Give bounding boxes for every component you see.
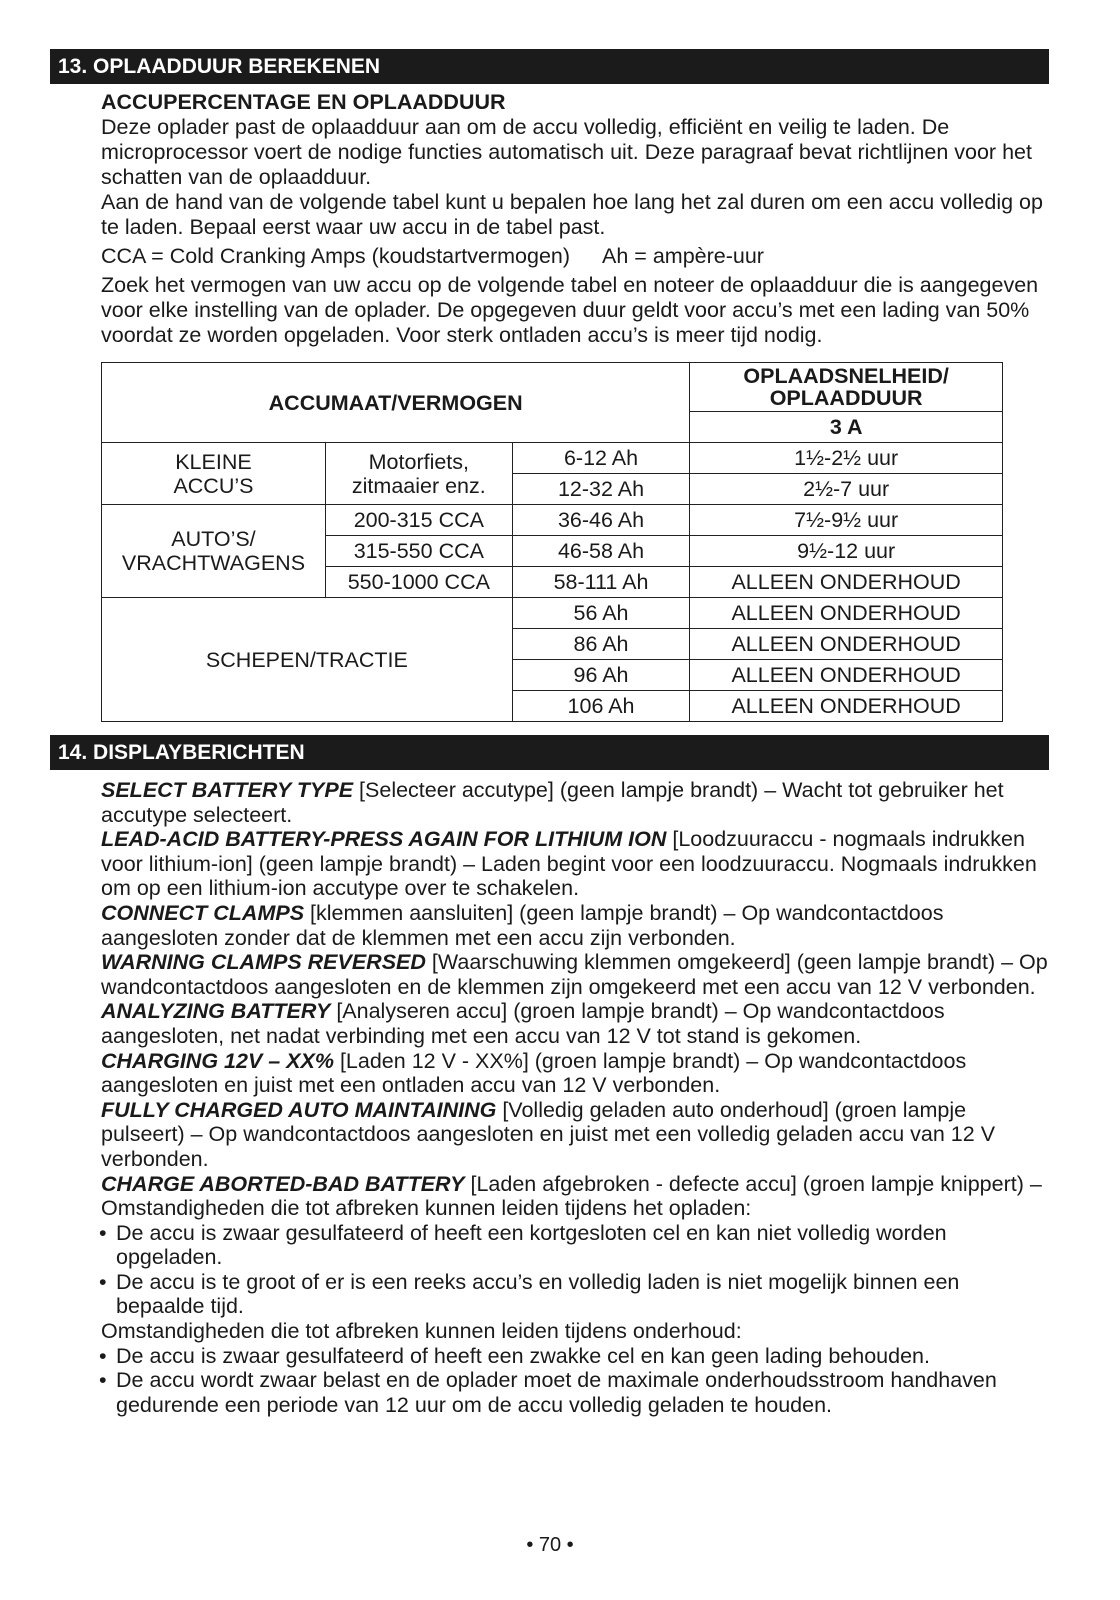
header-battery-size: ACCUMAAT/VERMOGEN — [102, 363, 690, 443]
cca-cell: 315-550 CCA — [325, 536, 512, 567]
list-item — [99, 1221, 1051, 1270]
cca-cell: 200-315 CCA — [325, 505, 512, 536]
message-text: [Loodzuuraccu - nogmaals indrukken voor lithium-ion] (geen lampje brandt) – Laden begint voor een loodzuuraccu. Nogmaals indrukken om op een lithium-ion accutype over te schakelen. — [101, 827, 1037, 901]
page-number: • 70 • — [526, 1534, 574, 1556]
section-14-heading: 14. DISPLAYBERICHTEN — [50, 735, 1049, 770]
message-code: CHARGE ABORTED-BAD BATTERY — [101, 1171, 465, 1196]
lookup-paragraph: Zoek het vermogen van uw accu op de volgende tabel en noteer de oplaadduur die is aangegeven voor elke instelling van de oplader. De opgegeven duur geldt voor accu’s met een lading van 50% voordat ze worden opgeladen. Voor sterk ontladen accu’s is meer tijd nodig. — [101, 273, 1039, 347]
message-text: [Laden afgebroken - defecte accu] (groen lampje knippert) – Omstandigheden die tot afbreken kunnen leiden tijdens het opladen: — [101, 1171, 1042, 1221]
capacity-cell: 86 Ah — [512, 629, 690, 660]
bullet-icon: • — [99, 1343, 107, 1368]
message-item — [101, 901, 1051, 950]
table-row — [102, 443, 1003, 474]
list-item-text: De accu is zwaar gesulfateerd of heeft een zwakke cel en kan geen lading behouden. — [116, 1343, 930, 1368]
capacity-cell: 12-32 Ah — [512, 474, 690, 505]
table-row — [102, 505, 1003, 536]
message-text: [Waarschuwing klemmen omgekeerd] (geen lampje brandt) – Op wandcontactdoos aangesloten en de klemmen zijn omgekeerd met een accu van 12 V verbonden. — [101, 950, 1048, 999]
message-item — [101, 1172, 1051, 1221]
section-13-subtitle: ACCUPERCENTAGE EN OPLAADDUUR — [101, 90, 506, 114]
time-cell: 1½-2½ uur — [690, 443, 1003, 474]
message-item — [101, 1049, 1051, 1098]
message-item — [101, 1098, 1051, 1172]
message-code: SELECT BATTERY TYPE — [101, 778, 354, 802]
table-header-row — [102, 363, 1003, 412]
message-item — [101, 778, 1051, 827]
message-item — [101, 827, 1051, 901]
bullet-icon: • — [99, 1220, 107, 1245]
abbrev-ah: Ah = ampère-uur — [602, 244, 764, 268]
message-code: CHARGING 12V – XX% — [101, 1048, 334, 1073]
list-item — [99, 1344, 1051, 1369]
capacity-cell: 46-58 Ah — [512, 536, 690, 567]
message-text: [Selecteer accutype] (geen lampje brandt) – Wacht tot gebruiker het accutype selecteert. — [101, 778, 1004, 827]
message-code: FULLY CHARGED AUTO MAINTAINING — [101, 1097, 497, 1122]
intro-paragraph: Deze oplader past de oplaadduur aan om de accu volledig, efficiënt en veilig te laden. De microprocessor voert de nodige functies automatisch uit. Deze paragraaf bevat richtlijnen voor het schatten van de oplaadduur. — [101, 115, 1032, 189]
message-item — [101, 999, 1051, 1048]
header-charge-rate: OPLAADSNELHEID/ OPLAADDUUR — [690, 363, 1003, 412]
list-item — [99, 1270, 1051, 1319]
list-item-text: De accu is te groot of er is een reeks accu’s en volledig laden is niet mogelijk binnen een bepaalde tijd. — [116, 1269, 960, 1319]
time-cell: 7½-9½ uur — [690, 505, 1003, 536]
abbrev-cca: CCA = Cold Cranking Amps (koudstartvermogen) — [101, 244, 571, 268]
section-14-body — [101, 778, 1051, 1417]
capacity-cell: 96 Ah — [512, 660, 690, 691]
list-item-text: De accu wordt zwaar belast en de oplader moet de maximale onderhoudsstroom handhaven gedurende een periode van 12 uur om de accu volledig geladen te houden. — [116, 1368, 997, 1417]
message-item — [101, 950, 1051, 999]
time-cell: ALLEEN ONDERHOUD — [690, 629, 1003, 660]
section-13-heading: 13. OPLAADDUUR BEREKENEN — [50, 49, 1049, 84]
group-auto-trucks: AUTO’S/ VRACHTWAGENS — [102, 505, 326, 598]
type-motorcycle: Motorfiets, zitmaaier enz. — [325, 443, 512, 505]
message-text: [Laden 12 V - XX%] (groen lampje brandt) – Op wandcontactdoos aangesloten en juist met een ontladen accu van 12 V verbonden. — [101, 1048, 967, 1098]
message-code: CONNECT CLAMPS — [101, 900, 305, 925]
section-13-body — [101, 90, 1051, 348]
message-code: ANALYZING BATTERY — [101, 999, 331, 1024]
message-code: WARNING CLAMPS REVERSED — [101, 950, 426, 975]
table-row — [102, 598, 1003, 629]
list-item-text: De accu is zwaar gesulfateerd of heeft een kortgesloten cel en kan niet volledig worden opgeladen. — [116, 1220, 947, 1270]
abbreviations — [101, 244, 1051, 269]
header-rate-3a: 3 A — [690, 412, 1003, 443]
capacity-cell: 58-111 Ah — [512, 567, 690, 598]
message-code: LEAD-ACID BATTERY-PRESS AGAIN FOR LITHIUM ION — [101, 827, 667, 852]
time-cell: ALLEEN ONDERHOUD — [690, 691, 1003, 722]
time-cell: ALLEEN ONDERHOUD — [690, 598, 1003, 629]
group-marine-traction: SCHEPEN/TRACTIE — [102, 598, 513, 722]
bullet-icon: • — [99, 1368, 107, 1393]
message-text: [Volledig geladen auto onderhoud] (groen lampje pulseert) – Op wandcontactdoos aangesloten en juist met een volledig geladen accu van 12 V verbonden. — [101, 1097, 996, 1171]
message-text: [klemmen aansluiten] (geen lampje brandt) – Op wandcontactdoos aangesloten zonder dat de klemmen met een accu zijn verbonden. — [101, 900, 944, 950]
capacity-cell: 36-46 Ah — [512, 505, 690, 536]
maintenance-intro: Omstandigheden die tot afbreken kunnen leiden tijdens onderhoud: — [101, 1319, 742, 1344]
table-usage-paragraph: Aan de hand van de volgende tabel kunt u bepalen hoe lang het zal duren om een accu volledig op te laden. Bepaal eerst waar uw accu in de tabel past. — [101, 190, 1043, 239]
capacity-cell: 6-12 Ah — [512, 443, 690, 474]
capacity-cell: 106 Ah — [512, 691, 690, 722]
time-cell: ALLEEN ONDERHOUD — [690, 567, 1003, 598]
group-small-batteries: KLEINE ACCU’S — [102, 443, 326, 505]
message-text: [Analyseren accu] (groen lampje brandt) – Op wandcontactdoos aangesloten, net nadat verbinding met een accu van 12 V tot stand is gekomen. — [101, 999, 945, 1048]
list-item — [99, 1368, 1051, 1417]
time-cell: ALLEEN ONDERHOUD — [690, 660, 1003, 691]
cca-cell: 550-1000 CCA — [325, 567, 512, 598]
charge-time-table — [101, 362, 1003, 722]
bullet-icon: • — [99, 1269, 107, 1294]
time-cell: 9½-12 uur — [690, 536, 1003, 567]
time-cell: 2½-7 uur — [690, 474, 1003, 505]
capacity-cell: 56 Ah — [512, 598, 690, 629]
